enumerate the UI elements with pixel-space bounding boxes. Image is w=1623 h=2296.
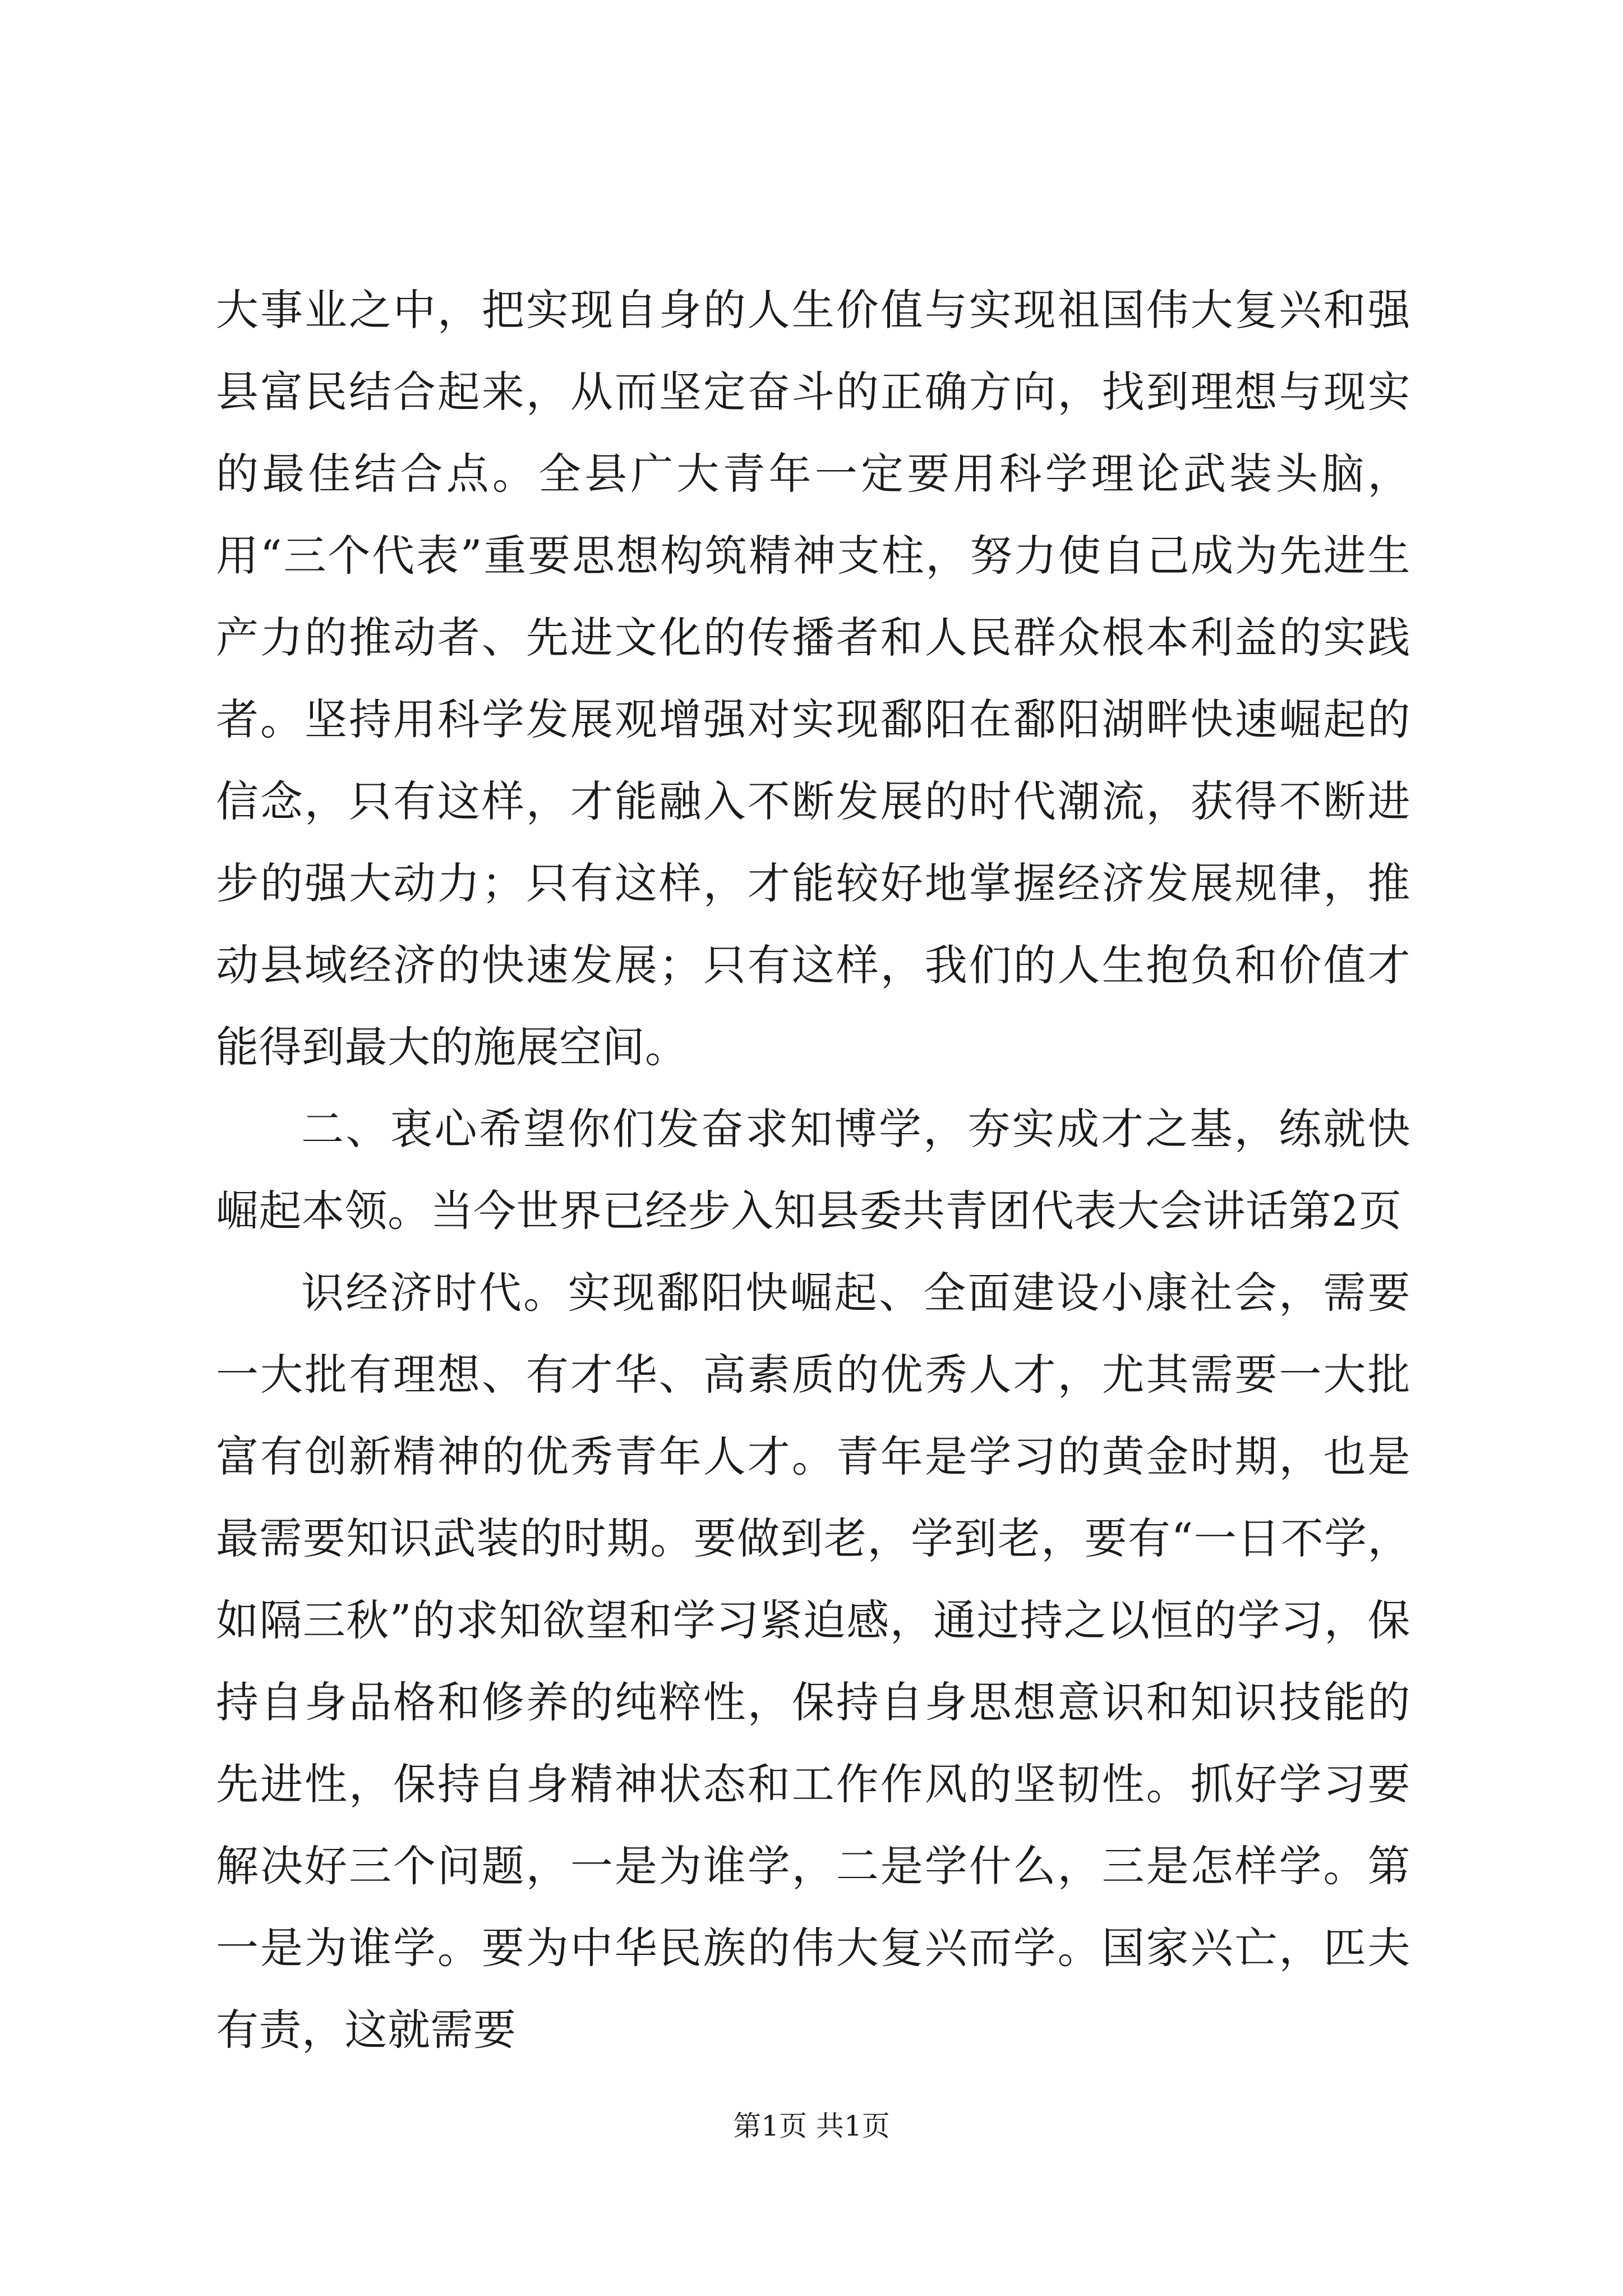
page-footer: 第1页 共1页 — [733, 2110, 890, 2142]
paragraph-1: 大事业之中，把实现自身的人生价值与实现祖国伟大复兴和强县富民结合起来，从而坚定奋斗的正确方向，找到理想与现实的最佳结合点。全县广大青年一定要用科学理论武装头脑，用“三个代表”重要思想构筑精神支柱，努力使自己成为先进生产力的推动者、先进文化的传播者和人民群众根本利益的实践者。坚持用科学发展观增强对实现鄱阳在鄱阳湖畔快速崛起的信念，只有这样，才能融入不断发展的时代潮流，获得不断进步的强大动力；只有这样，才能较好地掌握经济发展规律，推动县域经济的快速发展；只有这样，我们的人生抱负和价值才能得到最大的施展空间。 — [216, 285, 1410, 1072]
document-body — [216, 269, 1410, 2071]
paragraph-2: 二、衷心希望你们发奋求知博学，夯实成才之基，练就快崛起本领。当今世界已经步入知县委共青团代表大会讲话第2页 — [216, 1104, 1410, 1236]
paragraph-3: 识经济时代。实现鄱阳快崛起、全面建设小康社会，需要一大批有理想、有才华、高素质的优秀人才，尤其需要一大批富有创新精神的优秀青年人才。青年是学习的黄金时期，也是最需要知识武装的时期。要做到老，学到老，要有“一日不学，如隔三秋”的求知欲望和学习紧迫感，通过持之以恒的学习，保持自身品格和修养的纯粹性，保持自身思想意识和知识技能的先进性，保持自身精神状态和工作作风的坚韧性。抓好学习要解决好三个问题，一是为谁学，二是学什么，三是怎样学。第一是为谁学。要为中华民族的伟大复兴而学。国家兴亡，匹夫有责，这就需要 — [216, 1268, 1410, 2055]
